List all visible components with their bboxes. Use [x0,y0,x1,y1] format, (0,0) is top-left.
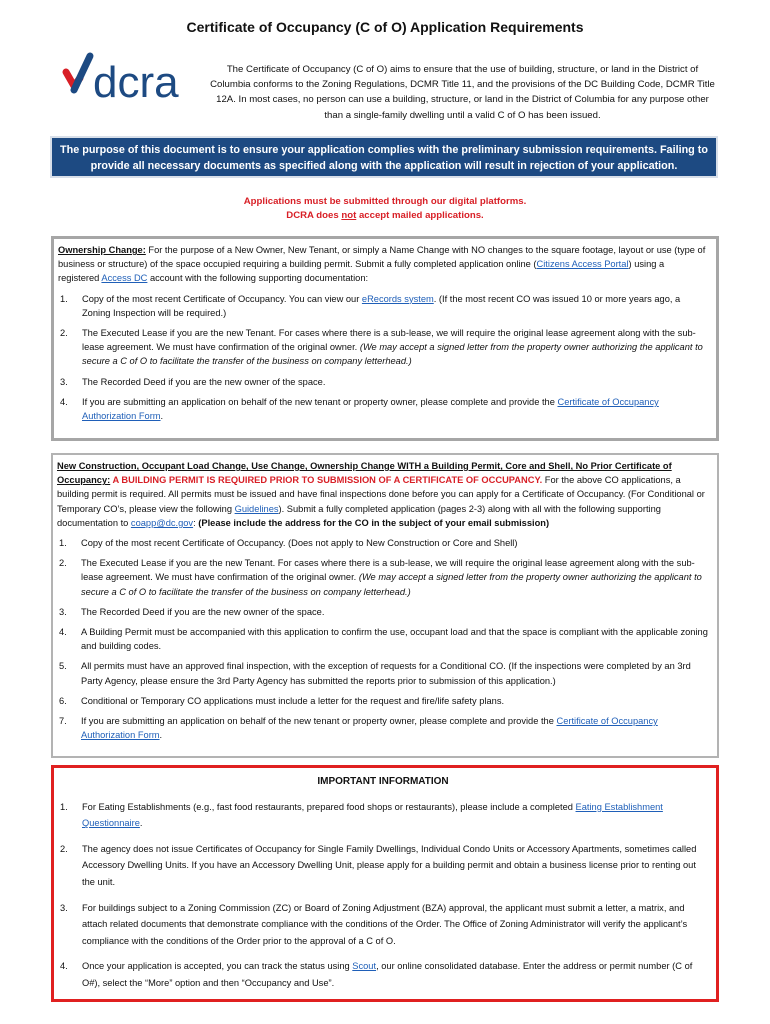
ownership-text-a: For the purpose of a New Owner, New Tenant, or simply a Name Change with NO changes to the square footage, layout or use (type of business or structure) of the space occupied requiring a building permit. Submit a fully completed application online ( [58,245,706,270]
item-number: 1. [59,538,67,549]
item-italic-note: (We may accept a signed letter from the property owner authorizing the applicant to secure a C of O to facilitate the transfer of the business on company letterhead.) [82,342,703,367]
item-text: . [160,411,164,422]
important-list [58,799,708,992]
item-text: If you are submitting an application on behalf of the new tenant or property owner, please complete and provide the [82,396,558,407]
logo-wordmark: dcra [93,58,179,107]
list-item [57,536,709,550]
construction-list [57,536,709,742]
coapp-email-link[interactable]: coapp@dc.gov [130,517,194,528]
access-dc-link[interactable]: Access DC [101,273,148,284]
item-text: For buildings subject to a Zoning Commission (ZC) or Board of Zoning Adjustment (BZA) approval, the applicant must submit a letter, a matrix, and attach related documents that demonstrate compliance with the conditions of the Order. The Office of Zoning Administrator will verify the applicant’s compliance with the conditions of the Order prior to the approval of a C of O. [82,902,688,946]
item-text: The Recorded Deed if you are the new owner of the space. [81,606,325,617]
submission-notice [0,195,770,223]
citizens-access-portal-link[interactable]: Citizens Access Portal [536,259,629,270]
item-text: . [159,730,163,741]
dcra-logo-icon [60,50,200,110]
item-number: 5. [59,661,67,672]
authorization-form-link[interactable]: Certificate of Occupancy Authorization Form [81,716,658,741]
item-number: 4. [60,396,68,407]
item-number: 2. [60,843,68,854]
item-text: The Recorded Deed if you are the new owner of the space. [82,376,326,387]
page-title: Certificate of Occupancy (C of O) Application Requirements [186,19,584,35]
ownership-text-b: ) using a registered [58,259,665,284]
item-number: 4. [59,627,67,638]
list-item [57,714,709,742]
item-text: The Executed Lease if you are the new Tenant. For cases where there is a sub-lease, we will require the original lease agreement along with the sub-lease agreement. We must have confirmation of the original owner. [81,558,695,583]
item-text: For Eating Establishments (e.g., fast food restaurants, prepared food shops or restaurants), please include a completed [82,801,576,812]
list-item [58,799,708,832]
guidelines-link[interactable]: Guidelines [234,503,279,514]
ownership-text-c: account with the following supporting documentation: [147,273,369,284]
intro-paragraph: The Certificate of Occupancy (C of O) aims to ensure that the use of building, structure, or land in the District of Columbia conforms to the Zoning Regulations, DCMR Title 11, and the provisions of the DC Building Code, DCMR Title 12A. In most cases, no person can use a building, structure, or land in the District of Columbia for any purpose other than a single-family dwelling until a valid C of O has been issued. [210,64,715,121]
list-item [57,694,709,708]
notice-text-end: accept mailed applications. [356,210,484,221]
item-number: 4. [60,961,68,972]
ownership-heading: Ownership Change: [58,245,146,255]
dcra-logo [60,50,200,110]
list-item [58,375,708,389]
item-italic-note: (We may accept a signed letter from the property owner authorizing the applicant to secure a C of O to facilitate the transfer of the business on company letterhead.) [81,572,702,597]
important-heading: IMPORTANT INFORMATION [317,776,449,787]
notice-line-1: Applications must be submitted through our digital platforms. [243,196,527,207]
authorization-form-link[interactable]: Certificate of Occupancy Authorization Form [82,396,659,422]
list-item [57,659,709,687]
item-number: 1. [60,293,68,304]
list-item [58,395,708,423]
notice-line-2 [0,209,770,223]
list-item [58,326,708,369]
purpose-banner: The purpose of this document is to ensure your application complies with the preliminary submission requirements. Failing to provide all necessary documents as specified along with the application will result in rejection of your application. [52,138,716,176]
list-item [58,841,708,891]
permit-required-warning: A BUILDING PERMIT IS REQUIRED PRIOR TO SUBMISSION OF A CERTIFICATE OF OCCUPANCY. [110,475,543,486]
item-text: Conditional or Temporary CO applications must include a letter for the request and fire/life safety plans. [81,695,505,706]
list-item [58,958,708,991]
item-number: 2. [59,558,67,569]
item-number: 3. [60,376,68,387]
construction-text-a: For the above CO applications, a building permit is required. All permits must be issued and have final inspections done before you can apply for a Certificate of Occupancy. (For Conditional or Temporary CO’s, please view the following [57,475,705,514]
list-item [57,556,709,599]
construction-text-b: ). Submit a fully completed application (pages 2-3) along with all with the following supporting documentation to [57,503,661,528]
list-item [57,605,709,619]
construction-text-c: : [193,517,199,528]
important-information-section [51,765,719,1002]
list-item [57,625,709,653]
item-number: 6. [59,695,67,706]
item-text: All permits must have an approved final inspection, with the exception of requests for a Conditional CO. (If the inspections were completed by an 3rd Party Agency, please ensure the 3rd Party Agency has submitted the reports prior to submission of this application.) [81,661,691,686]
construction-lead [57,459,709,530]
notice-text: DCRA does [286,210,342,221]
item-text: Copy of the most recent Certificate of Occupancy. (Does not apply to New Construction or Core and Shell) [81,538,518,549]
construction-heading: New Construction, Occupant Load Change, Use Change, Ownership Change WITH a Building Permit, Core and Shell, No Prior Certificate of Occupancy: [57,461,672,486]
item-number: 2. [60,328,68,339]
ownership-list [58,292,708,424]
item-text: A Building Permit must be accompanied with this application to confirm the use, occupant load and that the space is compliant with the applicable zoning and building codes. [81,627,708,652]
item-number: 3. [59,606,67,617]
item-text: The Executed Lease if you are the new Tenant. For cases where there is a sub-lease, we will require the original lease agreement along with the sub-lease agreement. We must have confirmation of the original owner. [82,328,696,353]
email-subject-note: (Please include the address for the CO in the subject of your email submission) [198,517,550,528]
item-number: 7. [59,716,67,727]
notice-not: not [341,210,357,221]
item-text: Once your application is accepted, you can track the status using [82,961,353,972]
item-text: . [139,818,143,829]
item-text: The agency does not issue Certificates of Occupancy for Single Family Dwellings, Individual Condo Units or Accessory Apartments, sometimes called Accessory Dwelling Units. If you have an Accessory Dwelling Unit, please apply for a building permit and obtain a business license prior to renting out the unit. [82,843,697,887]
item-text: If you are submitting an application on behalf of the new tenant or property owner, please complete and provide the [81,716,557,727]
list-item [58,900,708,950]
erecords-link[interactable]: eRecords system [361,293,434,304]
scout-link[interactable]: Scout [352,961,377,972]
list-item [58,292,708,320]
new-construction-section [51,453,719,758]
item-number: 3. [60,902,68,913]
item-text: . (If the most recent CO was issued 10 or more years ago, a Zoning Inspection will be required.) [82,293,681,318]
ownership-lead [58,243,708,286]
eating-establishment-questionnaire-link[interactable]: Eating Establishment Questionnaire [82,801,663,829]
item-text: , our online consolidated database. Enter the address or permit number (C of O#), select the “More” option and then “Occupancy and Use”. [82,961,693,988]
item-text: Copy of the most recent Certificate of Occupancy. You can view our [82,293,362,304]
item-number: 1. [60,801,68,812]
ownership-change-section [51,236,719,441]
